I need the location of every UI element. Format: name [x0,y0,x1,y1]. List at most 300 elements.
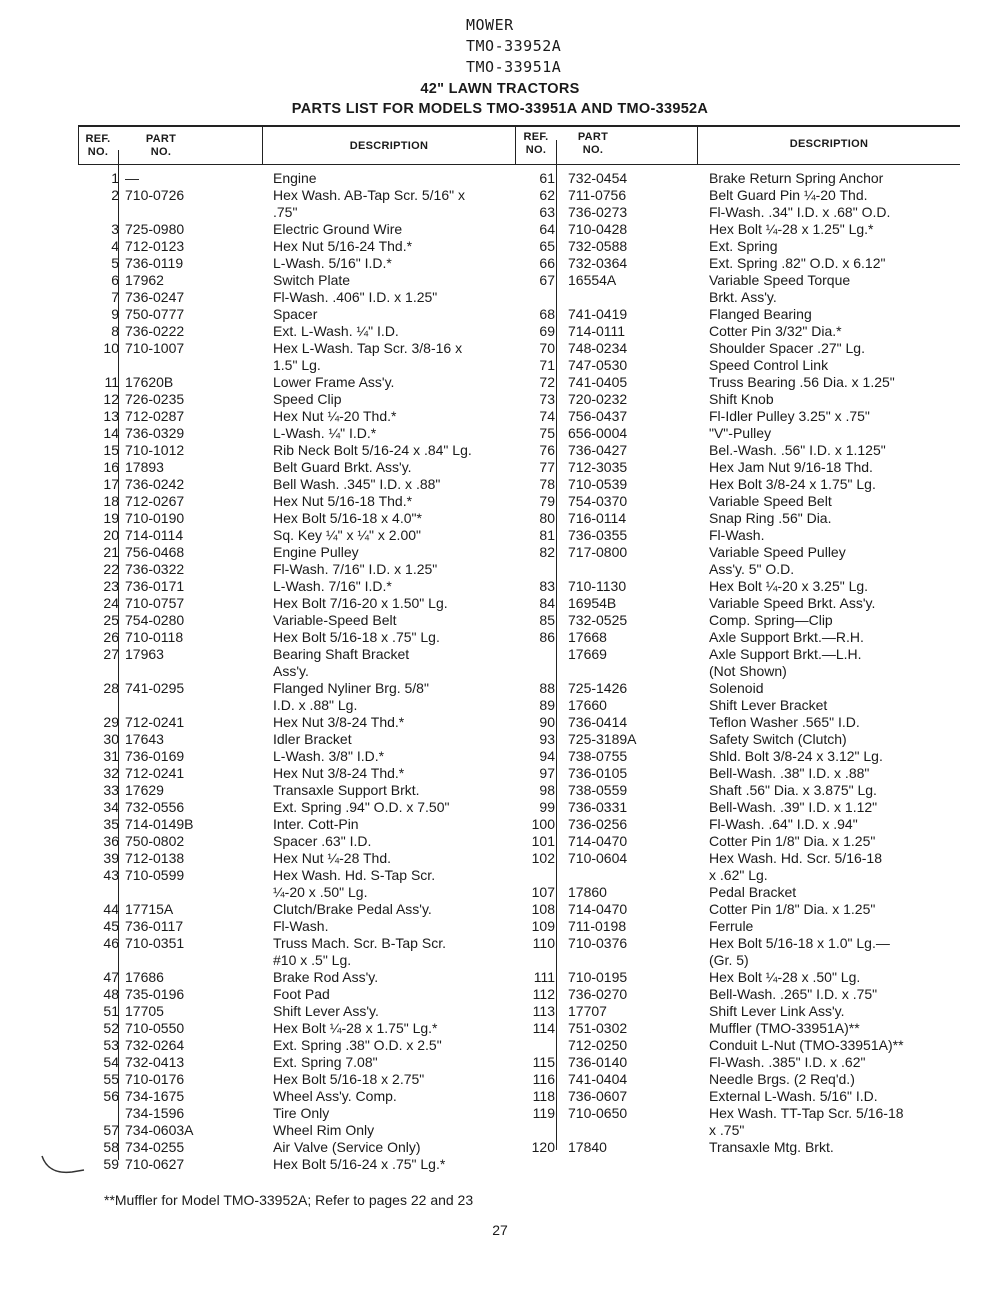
ref-number: 3 [111,221,119,237]
part-description: (Gr. 5) [709,952,749,968]
part-description: Bell Wash. .345" I.D. x .88" [273,476,441,492]
ref-heading-line1: REF. [85,133,111,145]
right-table-row [0,289,1000,306]
part-description: Lower Frame Ass'y. [273,374,395,390]
ref-number: 26 [103,629,119,645]
part-number: 750-0802 [125,833,185,849]
part-description: Snap Ring .56" Dia. [709,510,832,526]
part-number: 710-0351 [125,935,185,951]
part-number: 754-0280 [125,612,185,628]
part-number: 732-0413 [125,1054,185,1070]
part-description: Hex Bolt ¼-28 x 1.75" Lg.* [273,1020,438,1036]
part-description: Engine [273,170,317,186]
part-description: Speed Clip [273,391,342,407]
ref-number: 62 [539,187,555,203]
part-number: 736-0222 [125,323,185,339]
right-table-row [0,340,1000,357]
ref-number: 108 [531,901,555,917]
part-description: Shld. Bolt 3/8-24 x 3.12" Lg. [709,748,883,764]
part-description: Hex Bolt ¼-28 x 1.25" Lg.* [709,221,874,237]
part-number: 725-0980 [125,221,185,237]
right-table-row [0,850,1000,867]
part-description: Ext. Spring .82" O.D. x 6.12" [709,255,886,271]
right-ref-heading [516,131,556,157]
part-description: Variable Speed Brkt. Ass'y. [709,595,876,611]
part-description: Spacer .63" I.D. [273,833,372,849]
part-number: 714-0149B [125,816,194,832]
ref-number: 78 [539,476,555,492]
part-number: 736-0329 [125,425,185,441]
part-description: Wheel Rim Only [273,1122,375,1138]
part-number: 738-0755 [568,748,628,764]
part-heading-line1: PART [577,131,609,143]
part-number: 17860 [568,884,607,900]
part-number: 710-0627 [125,1156,185,1172]
part-description: Fl-Wash. [273,918,329,934]
ref-number: 98 [539,782,555,798]
ref-number: 64 [539,221,555,237]
part-number: 710-0376 [568,935,628,951]
part-number: 756-0468 [125,544,185,560]
part-description: x .75" [709,1122,745,1138]
ref-number: 29 [103,714,119,730]
right-table-row [0,306,1000,323]
ref-number: 120 [531,1139,555,1155]
page-subtitle: PARTS LIST FOR MODELS TMO-33951A AND TMO-33952A [291,101,709,117]
part-number: 732-0556 [125,799,185,815]
right-table-row [0,1088,1000,1105]
part-description: Wheel Ass'y. Comp. [273,1088,397,1104]
part-description: Switch Plate [273,272,351,288]
right-table-row [0,408,1000,425]
part-description: x .62" Lg. [709,867,768,883]
part-description: Hex Nut 5/16-18 Thd.* [273,493,413,509]
part-description: (Not Shown) [709,663,787,679]
ref-number: 116 [532,1071,555,1087]
part-description: Ext. Spring 7.08" [273,1054,378,1070]
right-table-row [0,714,1000,731]
part-number: 741-0405 [568,374,628,390]
ref-number: 72 [539,374,555,390]
part-description: Foot Pad [273,986,330,1002]
part-description: Rib Neck Bolt 5/16-24 x .84" Lg. [273,442,472,458]
part-heading-line1: PART [145,133,177,145]
part-number: 756-0437 [568,408,628,424]
part-number: 736-0117 [125,918,184,934]
right-table-row [0,663,1000,680]
part-number: 732-0264 [125,1037,185,1053]
ref-number: 67 [539,272,555,288]
ref-number: 70 [539,340,555,356]
part-number: 736-0242 [125,476,185,492]
part-description: Ext. Spring .94" O.D. x 7.50" [273,799,450,815]
ref-number: 17 [103,476,119,492]
part-description: Bell-Wash. .265" I.D. x .75" [709,986,878,1002]
ref-number: 109 [531,918,555,934]
right-table-row [0,680,1000,697]
part-number: 710-1012 [125,442,185,458]
part-description: Hex Nut 3/8-24 Thd.* [273,765,405,781]
ref-number: 39 [103,850,119,866]
part-number: 732-0364 [568,255,628,271]
part-description: Fl-Wash. [709,527,765,543]
right-table-row [0,561,1000,578]
part-number: 17686 [125,969,164,985]
ref-number: 89 [539,697,555,713]
left-part-heading [126,133,196,159]
ref-number: 112 [532,986,555,1002]
ref-number: 28 [103,680,119,696]
part-number: 17668 [568,629,607,645]
part-description: Shoulder Spacer .27" Lg. [709,340,865,356]
part-description: Ass'y. 5" O.D. [709,561,795,577]
part-description: Truss Bearing .56 Dia. x 1.25" [709,374,895,390]
right-table-row [0,765,1000,782]
ref-number: 48 [103,986,119,1002]
part-description: Hex Bolt 5/16-24 x .75" Lg.* [273,1156,446,1172]
right-table-row [0,1020,1000,1037]
footnote: **Muffler for Model TMO-33952A; Refer to pages 22 and 23 [104,1192,474,1208]
part-number: 17643 [125,731,164,747]
part-number: 736-0607 [568,1088,628,1104]
part-number: 747-0530 [568,357,628,373]
part-description: Solenoid [709,680,764,696]
part-description: ¼-20 x .50" Lg. [273,884,368,900]
right-table-row [0,646,1000,663]
part-number: 712-0287 [125,408,185,424]
ref-number: 30 [103,731,119,747]
ref-number: 9 [111,306,119,322]
part-number: 710-0176 [125,1071,185,1087]
part-number: 734-1675 [125,1088,185,1104]
right-table-row [0,204,1000,221]
part-description: Sq. Key ¼" x ¼" x 2.00" [273,527,421,543]
ref-number: 61 [539,170,555,186]
ref-number: 15 [103,442,119,458]
part-number: 714-0114 [125,527,184,543]
page-title: 42" LAWN TRACTORS [420,81,580,97]
ref-number: 22 [103,561,119,577]
part-description: Hex Bolt 7/16-20 x 1.50" Lg. [273,595,448,611]
ref-number: 56 [103,1088,119,1104]
part-description: Hex L-Wash. Tap Scr. 3/8-16 x [273,340,463,356]
ref-number: 7 [111,289,119,305]
part-description: L-Wash. ¼" I.D.* [273,425,377,441]
right-table-row [0,799,1000,816]
part-number: 741-0419 [568,306,628,322]
right-table-row [0,578,1000,595]
ref-number: 44 [103,901,119,917]
part-number: 17840 [568,1139,607,1155]
part-number: 741-0295 [125,680,185,696]
ref-number: 11 [104,374,119,390]
ref-number: 99 [539,799,555,815]
ref-number: 14 [103,425,119,441]
right-table-row [0,697,1000,714]
header-line-model-1: TMO-33952A [466,37,562,55]
ref-heading-line2: NO. [525,144,547,156]
part-description: L-Wash. 5/16" I.D.* [273,255,392,271]
part-description: Engine Pulley [273,544,359,560]
right-table-row [0,816,1000,833]
left-description-heading: DESCRIPTION [349,140,429,152]
part-number: 710-0190 [125,510,185,526]
part-number: 17715A [125,901,174,917]
ref-number: 73 [539,391,555,407]
part-number: 712-0241 [125,714,185,730]
part-description: Bel.-Wash. .56" I.D. x 1.125" [709,442,886,458]
ref-number: 57 [103,1122,119,1138]
right-table-row [0,476,1000,493]
ref-number: 27 [103,646,119,662]
ref-heading-line2: NO. [87,146,109,158]
part-description: .75" [273,204,298,220]
part-number: 712-0123 [125,238,185,254]
right-table-row [0,459,1000,476]
part-description: Variable Speed Belt [709,493,832,509]
ref-number: 111 [533,969,555,985]
part-description: Bearing Shaft Bracket [273,646,410,662]
part-description: Flanged Nyliner Brg. 5/8" [273,680,429,696]
ref-number: 81 [539,527,555,543]
part-description: Cotter Pin 1/8" Dia. x 1.25" [709,901,876,917]
ref-number: 86 [539,629,555,645]
header-line-model-2: TMO-33951A [466,58,562,76]
page-number: 27 [492,1222,508,1238]
part-description: #10 x .5" Lg. [273,952,352,968]
part-description: Hex Bolt 3/8-24 x 1.75" Lg. [709,476,876,492]
ref-heading-line1: REF. [523,131,549,143]
ref-number: 12 [103,391,119,407]
ref-number: 5 [111,255,119,271]
part-number: 712-0250 [568,1037,628,1053]
part-number: 736-0140 [568,1054,628,1070]
right-table-row [0,1139,1000,1156]
part-number: 712-0267 [125,493,185,509]
part-description: Brkt. Ass'y. [709,289,777,305]
part-number: 16554A [568,272,617,288]
part-number: 710-0550 [125,1020,185,1036]
table-header-rule [78,164,960,165]
ref-number: 47 [103,969,119,985]
part-description: Hex Nut ¼-20 Thd.* [273,408,397,424]
ref-number: 10 [103,340,119,356]
right-table-row [0,272,1000,289]
part-number: 736-0105 [568,765,628,781]
part-number: 741-0404 [568,1071,628,1087]
part-description: Tire Only [273,1105,330,1121]
part-number: 736-0414 [568,714,628,730]
ref-number: 113 [532,1003,555,1019]
part-number: 656-0004 [568,425,628,441]
ref-number: 23 [103,578,119,594]
part-description: Variable-Speed Belt [273,612,397,628]
ref-number: 115 [532,1054,555,1070]
ref-number: 21 [103,544,119,560]
ref-number: 13 [103,408,119,424]
ref-number: 16 [103,459,119,475]
part-description: Hex Bolt 5/16-18 x 4.0"* [273,510,422,526]
ref-number: 66 [539,255,555,271]
part-number: 17660 [568,697,607,713]
right-table-row [0,425,1000,442]
part-number: 736-0171 [125,578,185,594]
part-number: 710-0757 [125,595,185,611]
right-table-row [0,1003,1000,1020]
part-description: Comp. Spring—Clip [709,612,833,628]
part-number: 711-0756 [568,187,627,203]
ref-number: 83 [539,578,555,594]
ref-number: 118 [532,1088,555,1104]
ref-number: 85 [539,612,555,628]
ref-number: 97 [539,765,555,781]
part-description: Fl-Idler Pulley 3.25" x .75" [709,408,870,424]
ref-number: 80 [539,510,555,526]
part-number: 710-0195 [568,969,628,985]
ref-number: 32 [103,765,119,781]
ref-number: 68 [539,306,555,322]
part-number: 736-0427 [568,442,628,458]
ref-number: 6 [111,272,119,288]
part-number: 732-0454 [568,170,628,186]
part-description: External L-Wash. 5/16" I.D. [709,1088,878,1104]
part-number: 734-0603A [125,1122,194,1138]
part-description: Fl-Wash. .34" I.D. x .68" O.D. [709,204,891,220]
ref-number: 51 [103,1003,119,1019]
ref-number: 36 [103,833,119,849]
ref-number: 65 [539,238,555,254]
right-table-row [0,323,1000,340]
ref-number: 77 [539,459,555,475]
part-number: 17705 [125,1003,164,1019]
table-top-rule [78,125,960,127]
ref-number: 52 [103,1020,119,1036]
right-table-row [0,544,1000,561]
margin-pen-mark [38,1150,88,1180]
part-number: 17707 [568,1003,607,1019]
part-description: Brake Return Spring Anchor [709,170,884,186]
right-table-row [0,782,1000,799]
right-part-heading [558,131,628,157]
part-description: Hex Bolt ¼-20 x 3.25" Lg. [709,578,869,594]
part-description: "V"-Pulley [709,425,772,441]
right-table-row [0,255,1000,272]
ref-number: 46 [103,935,119,951]
ref-number: 75 [539,425,555,441]
part-description: Cotter Pin 1/8" Dia. x 1.25" [709,833,876,849]
part-number: 712-0241 [125,765,185,781]
part-number: 714-0111 [568,323,626,339]
part-number: 736-0119 [125,255,184,271]
right-table-row [0,731,1000,748]
part-number: 17629 [125,782,164,798]
part-number: 716-0114 [568,510,627,526]
part-number: 17893 [125,459,164,475]
part-number: 736-0331 [568,799,628,815]
part-number: 17962 [125,272,164,288]
part-number: — [125,170,139,186]
part-number: 735-0196 [125,986,185,1002]
ref-number: 102 [531,850,555,866]
part-number: 714-0470 [568,833,628,849]
part-number: 736-0270 [568,986,628,1002]
header-line-mower: MOWER [466,16,514,34]
part-description: Muffler (TMO-33951A)** [709,1020,860,1036]
right-table-row [0,1071,1000,1088]
right-table-row [0,1105,1000,1122]
right-table-row [0,901,1000,918]
part-description: Hex Bolt 5/16-18 x 2.75" [273,1071,425,1087]
part-description: Idler Bracket [273,731,352,747]
ref-number: 34 [103,799,119,815]
part-description: Conduit L-Nut (TMO-33951A)** [709,1037,904,1053]
part-number: 726-0235 [125,391,185,407]
ref-number: 45 [103,918,119,934]
right-table-row [0,221,1000,238]
right-table-row [0,187,1000,204]
ref-number: 1 [111,170,119,186]
part-description: Hex Jam Nut 9/16-18 Thd. [709,459,873,475]
part-description: L-Wash. 3/8" I.D.* [273,748,385,764]
part-number: 717-0800 [568,544,628,560]
part-description: Belt Guard Pin ¼-20 Thd. [709,187,868,203]
part-number: 712-0138 [125,850,185,866]
part-number: 17669 [568,646,607,662]
part-number: 725-3189A [568,731,637,747]
part-number: 751-0302 [568,1020,628,1036]
right-table-row [0,357,1000,374]
right-table-row [0,170,1000,187]
part-description: Hex Nut 3/8-24 Thd.* [273,714,405,730]
part-description: Shift Lever Link Ass'y. [709,1003,845,1019]
part-number: 16954B [568,595,617,611]
part-description: Fl-Wash. 7/16" I.D. x 1.25" [273,561,438,577]
part-number: 710-1130 [568,578,627,594]
right-description-heading: DESCRIPTION [789,138,869,150]
part-description: Transaxle Mtg. Brkt. [709,1139,834,1155]
part-description: Speed Control Link [709,357,829,373]
right-table-row [0,952,1000,969]
part-description: Bell-Wash. .38" I.D. x .88" [709,765,870,781]
ref-number: 43 [103,867,119,883]
part-description: Variable Speed Torque [709,272,851,288]
part-number: 736-0355 [568,527,628,543]
right-table-row [0,969,1000,986]
part-number: 710-0539 [568,476,628,492]
part-description: Brake Rod Ass'y. [273,969,379,985]
ref-number: 119 [532,1105,555,1121]
ref-number: 58 [103,1139,119,1155]
part-number: 725-1426 [568,680,628,696]
part-description: Transaxle Support Brkt. [273,782,420,798]
part-number: 710-0428 [568,221,628,237]
ref-number: 110 [532,935,555,951]
part-description: Shift Knob [709,391,774,407]
part-description: 1.5" Lg. [273,357,321,373]
part-description: Fl-Wash. .406" I.D. x 1.25" [273,289,438,305]
part-number: 750-0777 [125,306,185,322]
part-number: 732-0525 [568,612,628,628]
ref-number: 79 [539,493,555,509]
right-table-row [0,748,1000,765]
ref-number: 33 [103,782,119,798]
part-description: Electric Ground Wire [273,221,403,237]
ref-number: 93 [539,731,555,747]
part-description: Cotter Pin 3/32" Dia.* [709,323,842,339]
right-table-row [0,391,1000,408]
ref-number: 94 [539,748,555,764]
part-number: 710-0604 [568,850,628,866]
